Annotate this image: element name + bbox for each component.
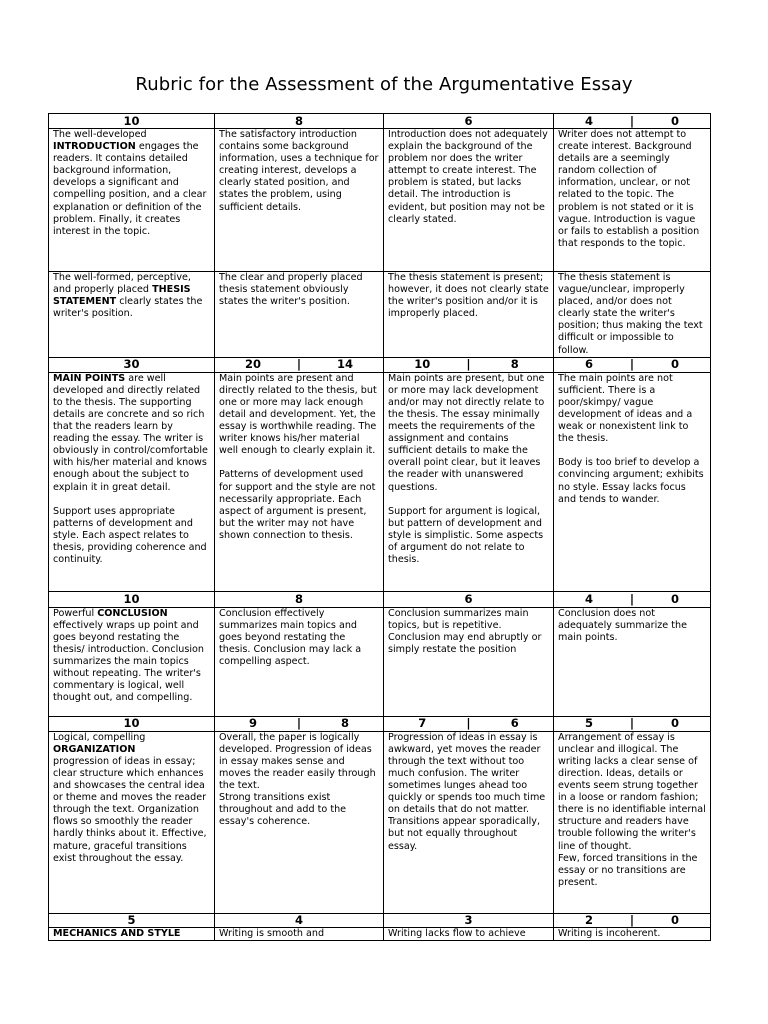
score-value: 8	[294, 113, 303, 128]
criteria-cell	[49, 129, 215, 272]
score-low: 0	[670, 716, 679, 731]
criteria-text-segment: Writing is incoherent.	[558, 927, 661, 939]
criteria-row	[49, 927, 711, 940]
criteria-text	[219, 272, 379, 308]
criteria-cell	[49, 372, 215, 591]
criteria-cell	[384, 372, 554, 591]
score-value: 5	[127, 913, 136, 927]
criteria-text-segment: progression of ideas in essay; clear structure which enhances and showcases the central idea or theme and moves the reader through the text. Organization flows so smoothly the reader hardly thinks about it. Effective, mature, graceful transitions exist throughout the essay.	[53, 755, 207, 864]
criteria-text-segment: The well-developed	[53, 129, 147, 140]
score-header-cell	[554, 716, 711, 731]
criteria-text	[219, 373, 379, 542]
criteria-text	[219, 129, 379, 214]
score-value: 6	[464, 591, 473, 606]
score-separator: |	[296, 716, 302, 731]
criteria-cell	[554, 129, 711, 272]
criteria-cell	[554, 272, 711, 358]
score-low: 0	[670, 913, 679, 927]
criteria-text	[558, 272, 706, 357]
score-separator: |	[296, 357, 302, 372]
score-separator: |	[466, 357, 471, 372]
criteria-keyword: THESIS STATEMENT	[53, 284, 191, 308]
criteria-text-segment: Main points are present and directly related to the thesis, but one or more may lack enough detail and development. Yet, the essay is worthwhile reading. The writer knows his/her material well enough to clearly explain it. Patterns of development used for support and the style are not necessarily appropriate. Each aspect of argument is present, but the writer may not have shown connection to thesis.	[219, 372, 377, 541]
score-range	[215, 717, 383, 730]
score-header-cell	[215, 591, 384, 607]
score-range	[384, 358, 553, 371]
criteria-cell	[215, 731, 384, 913]
score-header-cell	[554, 913, 711, 927]
criteria-text	[53, 129, 210, 238]
criteria-text-segment: Conclusion summarizes main topics, but is repetitive. Conclusion may end abruptly or simply restate the position	[388, 607, 542, 655]
criteria-text-segment: Powerful	[53, 607, 98, 619]
score-header-row	[49, 591, 711, 607]
criteria-text	[388, 373, 549, 567]
criteria-text	[219, 928, 379, 940]
criteria-row	[49, 607, 711, 716]
score-header-row	[49, 913, 711, 927]
criteria-text-segment: Writer does not attempt to create interest. Background details are a seemingly random collection of information, unclear, or not related to the topic. The problem is not stated or it is vague. Introduction is vague or fails to establish a position that responds to the topic.	[558, 129, 700, 249]
criteria-cell	[384, 129, 554, 272]
criteria-cell	[384, 607, 554, 716]
criteria-text	[558, 129, 706, 250]
score-header-cell	[49, 357, 215, 372]
score-range	[384, 717, 553, 730]
criteria-cell	[554, 607, 711, 716]
criteria-text	[53, 373, 210, 567]
criteria-row	[49, 129, 711, 272]
criteria-text	[53, 272, 210, 320]
criteria-cell	[554, 372, 711, 591]
score-range	[554, 115, 710, 128]
criteria-cell	[554, 731, 711, 913]
criteria-text	[219, 732, 379, 829]
score-high: 5	[584, 716, 593, 731]
criteria-text-segment: Logical, compelling	[53, 731, 146, 743]
score-separator: |	[466, 716, 471, 731]
score-low: 8	[510, 357, 519, 372]
criteria-cell	[215, 129, 384, 272]
score-low: 0	[670, 591, 679, 606]
score-high: 9	[248, 716, 257, 731]
criteria-cell	[384, 272, 554, 358]
score-low: 0	[670, 357, 679, 372]
criteria-keyword: ORGANIZATION	[53, 743, 136, 755]
criteria-row	[49, 731, 711, 913]
criteria-cell	[215, 372, 384, 591]
score-header-cell	[49, 591, 215, 607]
criteria-text-segment: The main points are not sufficient. There is a poor/skimpy/ vague development of ideas and a weak or nonexistent link to the thesis. Body is too brief to develop a convincing argument; exhibits no style. Essay lacks focus and tends to wander.	[558, 372, 704, 505]
criteria-keyword: MECHANICS AND STYLE	[53, 927, 181, 939]
criteria-cell	[49, 927, 215, 940]
criteria-cell	[49, 731, 215, 913]
criteria-text	[388, 272, 549, 320]
score-value: 8	[294, 591, 303, 606]
criteria-cell	[215, 272, 384, 358]
score-separator: |	[629, 357, 635, 372]
criteria-cell	[384, 731, 554, 913]
score-high: 20	[244, 357, 261, 372]
score-separator: |	[629, 113, 635, 128]
criteria-text-segment: Progression of ideas in essay is awkward, yet moves the reader through the text without too much confusion. The writer sometimes lunges ahead too quickly or spends too much time on details that do not matter. Transitions appear sporadically, but not equally throughout essay.	[388, 731, 546, 852]
criteria-keyword: INTRODUCTION	[53, 141, 136, 153]
score-header-cell	[215, 357, 384, 372]
criteria-text-segment: effectively wraps up point and goes beyond restating the thesis/ introduction. Conclusion summarizes the main topics without repeating. The writer's commentary is logical, well thought out, and compelling.	[53, 619, 205, 704]
criteria-text	[388, 732, 549, 853]
score-header-cell	[49, 716, 215, 731]
score-value: 10	[123, 591, 140, 606]
score-header-row	[49, 357, 711, 372]
criteria-cell	[215, 607, 384, 716]
criteria-text-segment: Writing is smooth and	[219, 927, 325, 939]
criteria-text	[388, 608, 549, 656]
criteria-text-segment: Overall, the paper is logically developed. Progression of ideas in essay makes sense and moves the reader easily through the text. Strong transitions exist throughout and add to the essay's coherence.	[219, 731, 376, 828]
score-header-cell	[384, 114, 554, 129]
criteria-text-segment: The clear and properly placed thesis statement obviously states the writer's position.	[219, 272, 363, 308]
criteria-text-segment: The thesis statement is present; however, it does not clearly state the writer's position and/or it is improperly placed.	[388, 272, 549, 320]
criteria-text	[388, 928, 549, 940]
criteria-text	[558, 608, 706, 644]
score-range	[554, 914, 710, 927]
criteria-cell	[49, 272, 215, 358]
score-header-cell	[215, 716, 384, 731]
criteria-text-segment: The well-formed, perceptive, and properly placed	[53, 272, 191, 296]
score-high: 7	[418, 716, 427, 731]
score-range	[554, 358, 710, 371]
score-header-cell	[215, 913, 384, 927]
criteria-text	[53, 732, 210, 865]
score-header-cell	[49, 913, 215, 927]
score-separator: |	[629, 716, 635, 731]
criteria-row	[49, 372, 711, 591]
criteria-keyword: MAIN POINTS	[53, 372, 126, 384]
criteria-text-segment: clearly states the writer's position.	[53, 296, 203, 320]
score-value: 4	[294, 913, 303, 927]
criteria-text-segment: The thesis statement is vague/unclear, improperly placed, and/or does not clearly state the writer's position; thus making the text difficult or impossible to follow.	[558, 272, 703, 356]
score-header-cell	[384, 913, 554, 927]
score-value: 10	[123, 716, 140, 731]
criteria-text-segment: Writing lacks flow to achieve	[388, 927, 526, 939]
score-header-row	[49, 716, 711, 731]
score-value: 6	[464, 113, 473, 128]
criteria-text	[388, 129, 549, 226]
criteria-text-segment: Introduction does not adequately explain the background of the problem nor does the writer attempt to create interest. The problem is stated, but lacks detail. The introduction is evident, but position may not be clearly stated.	[388, 129, 548, 225]
criteria-cell	[554, 927, 711, 940]
score-header-cell	[554, 114, 711, 129]
criteria-text	[558, 732, 706, 889]
criteria-text-segment: The satisfactory introduction contains some background information, uses a technique for creating interest, develops a clearly stated position, and states the problem, using sufficient details.	[219, 129, 379, 213]
criteria-text	[53, 928, 210, 940]
score-range	[554, 717, 710, 730]
criteria-text	[558, 373, 706, 506]
score-header-cell	[384, 591, 554, 607]
criteria-keyword: CONCLUSION	[97, 607, 168, 619]
score-value: 10	[123, 113, 140, 128]
criteria-text-segment: engages the readers. It contains detailed background information, develops a significant and compelling position, and a clear explanation or definition of the problem. Finally, it creates interest in the topic.	[53, 141, 207, 237]
score-value: 3	[464, 913, 473, 927]
criteria-text	[558, 928, 706, 940]
score-header-cell	[384, 716, 554, 731]
criteria-text	[53, 608, 210, 705]
score-header-cell	[554, 357, 711, 372]
score-high: 4	[584, 591, 593, 606]
score-header-cell	[49, 114, 215, 129]
score-header-row	[49, 114, 711, 129]
criteria-text-segment: Conclusion does not adequately summarize the main points.	[558, 607, 687, 643]
score-low: 0	[670, 113, 679, 128]
criteria-text-segment: Conclusion effectively summarizes main topics and goes beyond restating the thesis. Conclusion may lack a compelling aspect.	[219, 607, 362, 668]
score-separator: |	[629, 591, 635, 606]
rubric-table	[48, 113, 711, 941]
score-high: 10	[414, 357, 431, 372]
criteria-text	[219, 608, 379, 668]
score-separator: |	[629, 913, 635, 927]
score-range	[215, 358, 383, 371]
criteria-text-segment: Main points are present, but one or more may lack development and/or may not directly relate to the thesis. The essay minimally meets the requirements of the assignment and contains sufficient details to make the overall point clear, but it leaves the reader with unanswered questions. Support for argument is logical, but pattern of development and style is simplistic. Some aspects of argument do not relate to thesis.	[388, 372, 545, 566]
score-low: 8	[340, 716, 349, 731]
criteria-cell	[49, 607, 215, 716]
criteria-text-segment: are well developed and directly related to the thesis. The supporting details are concrete and so rich that the readers learn by reading the essay. The writer is obviously in control/comfortable with his/her material and knows enough about the subject to explain it in great detail. Support uses appropriate patterns of development and style. Each aspect relates to thesis, providing coherence and continuity.	[53, 372, 208, 566]
score-high: 4	[584, 113, 593, 128]
page-title: Rubric for the Assessment of the Argumentative Essay	[135, 74, 633, 95]
score-range	[554, 593, 710, 606]
score-high: 2	[584, 913, 593, 927]
score-header-cell	[215, 114, 384, 129]
criteria-cell	[215, 927, 384, 940]
criteria-cell	[384, 927, 554, 940]
score-high: 6	[584, 357, 593, 372]
score-value: 30	[123, 357, 140, 372]
score-low: 14	[336, 357, 353, 372]
score-low: 6	[510, 716, 519, 731]
criteria-text-segment: Arrangement of essay is unclear and illogical. The writing lacks a clear sense of direction. Ideas, details or events seem strung together in a loose or random fashion; there is no identifiable internal structure and readers have trouble following the writer's line of thought. Few, forced transitions in the essay or no transitions are present.	[558, 731, 706, 888]
score-header-cell	[554, 591, 711, 607]
score-header-cell	[384, 357, 554, 372]
criteria-row	[49, 272, 711, 358]
